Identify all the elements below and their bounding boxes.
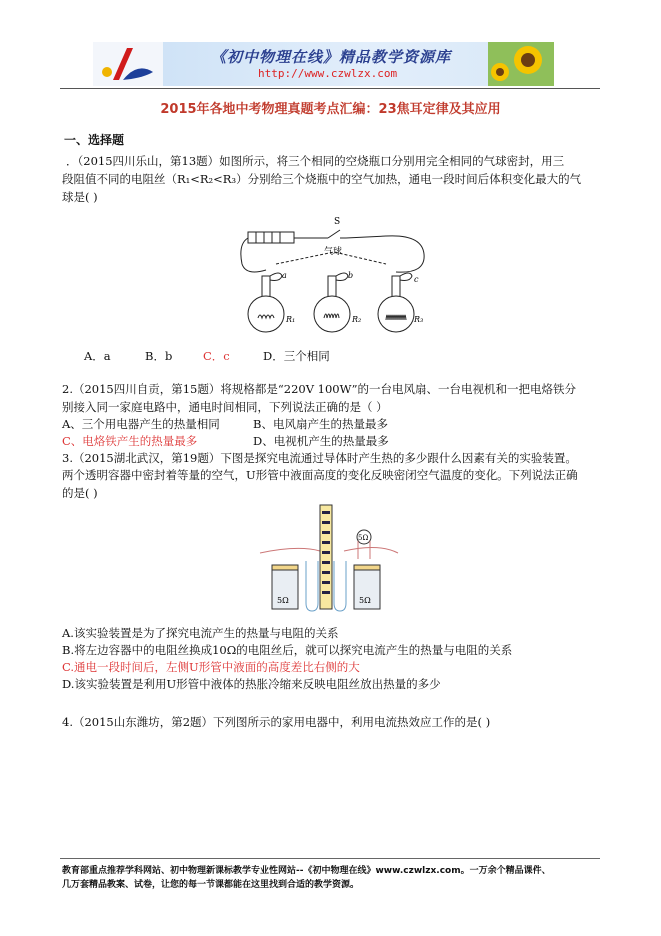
q2-option-a: A、三个用电器产生的热量相同 — [62, 417, 220, 431]
header-divider — [60, 88, 600, 89]
q3-option-c: C.通电一段时间后，左侧U形管中液面的高度差比右侧的大 — [62, 660, 360, 674]
footer-line2: 几万套精品教案、试卷，让您的每一节课都能在这里找到合适的教学资源。 — [62, 880, 360, 890]
footer-line1: 教育部重点推荐学科网站、初中物理新课标教学专业性网站--《初中物理在线》www.czwlzx.com。一万余个精品课件、 — [62, 866, 551, 876]
q2-option-d: D、电视机产生的热量最多 — [253, 434, 389, 448]
q1-line1: ．（2015四川乐山，第13题）如图所示，将三个相同的空烧瓶口分别用完全相同的气球密封，用三 — [66, 154, 565, 168]
q3-line1: 3.（2015湖北武汉，第19题）下图是探究电流通过导体时产生热的多少跟什么因素有关的实验装置。 — [62, 451, 577, 465]
site-logo — [93, 42, 163, 86]
q1-option-c: C．c — [203, 349, 230, 363]
q1-label-r2: R₂ — [352, 315, 362, 324]
q1-label-b: b — [348, 271, 354, 280]
q1-option-b: B．b — [145, 349, 173, 363]
q2-line2: 别接入同一家庭电路中，通电时间相同，下列说法正确的是（ ） — [62, 400, 388, 414]
q1-option-d: D．三个相同 — [263, 349, 330, 363]
q2-option-b: B、电风扇产生的热量最多 — [253, 417, 388, 431]
q3-figure — [258, 503, 400, 615]
q3-line3: 的是( ) — [62, 486, 98, 500]
q1-line2: 段阻值不同的电阻丝（R₁<R₂<R₃）分别给三个烧瓶中的空气加热，通电一段时间后体积变化最大的气 — [62, 172, 582, 186]
q1-option-a: A．a — [84, 349, 111, 363]
banner-url[interactable]: http://www.czwlzx.com — [258, 67, 398, 80]
q1-label-a: a — [282, 271, 287, 280]
q3-option-b: B.将左边容器中的电阻丝换成10Ω的电阻丝后，就可以探究电流产生的热量与电阻的关系 — [62, 643, 513, 657]
q1-figure — [236, 214, 432, 338]
q2-option-c: C、电烙铁产生的热量最多 — [62, 434, 198, 448]
q1-label-r3: R₃ — [414, 315, 424, 324]
header-banner — [93, 42, 554, 86]
q3-option-a: A.该实验装置是为了探究电流产生的热量与电阻的关系 — [62, 626, 339, 640]
q1-balloon-label: 气球 — [324, 247, 343, 257]
q3-option-d: D.该实验装置是利用U形管中液体的热胀冷缩来反映电阻丝放出热量的多少 — [62, 677, 441, 691]
footer-divider — [60, 858, 600, 859]
document-title: 2015年各地中考物理真题考点汇编：23焦耳定律及其应用 — [160, 102, 501, 117]
q4-line1: 4.（2015山东潍坊，第2题）下列图所示的家用电器中，利用电流热效应工作的是( ) — [62, 715, 491, 729]
q1-switch-label: S — [334, 217, 341, 227]
q3-left-resistor-label: 5Ω — [277, 596, 289, 605]
q1-line3: 球是( ) — [62, 190, 98, 204]
section-heading: 一、选择题 — [64, 133, 125, 147]
sunflower-image — [488, 42, 554, 86]
banner-title: 《初中物理在线》精品教学资源库 — [211, 48, 452, 66]
q1-label-r1: R₁ — [286, 315, 296, 324]
q2-line1: 2.（2015四川自贡，第15题）将规格都是“220V 100W”的一台电风扇、一台电视机和一把电烙铁分 — [62, 382, 577, 396]
q3-top-resistor-label: 5Ω — [358, 534, 369, 542]
q3-right-resistor-label: 5Ω — [359, 596, 371, 605]
q3-line2: 两个透明容器中密封着等量的空气，U形管中液面高度的变化反映密闭空气温度的变化。下列说法正确 — [62, 468, 578, 482]
q1-label-c: c — [414, 275, 419, 284]
